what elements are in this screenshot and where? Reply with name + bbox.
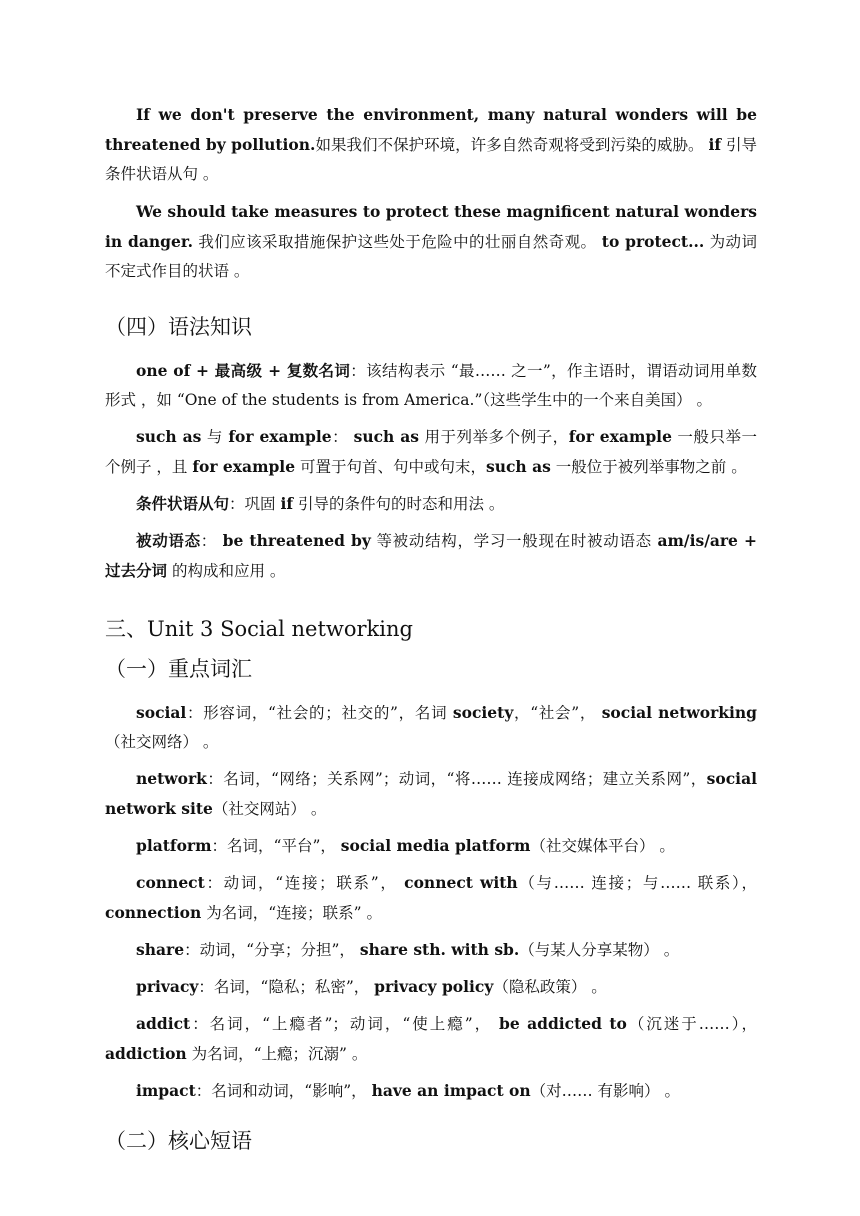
colon: ： (229, 495, 245, 513)
vocab-term: social networking (601, 703, 757, 722)
grammar-text: 该结构表示 “最…… 之一”，作主语时，谓语动词用单数形式 ，如 “One of the students is from America.”（这些学生中的一个来自美国） 。 (105, 362, 757, 409)
vocab-text: （与…… 连接；与…… 联系）， (517, 874, 757, 892)
vocab-word: privacy (136, 977, 199, 996)
vocab-word: connect (136, 873, 205, 892)
grammar-term: for example (228, 427, 332, 446)
grammar-item (105, 356, 757, 415)
vocab-term: social media platform (340, 836, 531, 855)
vocab-heading: （一）重点词汇 (105, 657, 252, 681)
grammar-term: such as (136, 427, 202, 446)
colon: ： (200, 532, 223, 550)
sentence-note: 引导条件状语从句 。 (105, 136, 757, 183)
grammar-term: such as (486, 457, 551, 476)
sentence-key: to protect... (601, 232, 705, 251)
grammar-term: one of + 最高级 + 复数名词 (136, 361, 351, 380)
grammar-term: am/is/are + 过去分词 (105, 531, 758, 580)
vocab-text: ：动词，“连接；联系”， (204, 874, 405, 892)
vocab-text: （隐私政策） 。 (493, 978, 607, 996)
sentence-en: We should take measures to protect these magnificent natural wonders in danger. (105, 202, 757, 251)
document-page (105, 100, 757, 1170)
vocab-text: （社交网络） 。 (105, 733, 219, 751)
example-sentence-2 (105, 197, 757, 286)
sentence-zh: 我们应该采取措施保护这些处于危险中的壮丽自然奇观。 (198, 233, 597, 251)
vocab-text: ：名词，“隐私；私密”， (198, 978, 375, 996)
vocab-item (105, 764, 757, 824)
grammar-item (105, 526, 757, 586)
colon: ： (350, 362, 367, 380)
vocab-word: social (136, 703, 187, 722)
grammar-item (105, 422, 757, 482)
sentence-key: if (708, 135, 721, 154)
unit-title: 三、Unit 3 Social networking (105, 617, 413, 641)
vocab-text: ：名词，“上瘾者”；动词，“使上瘾”， (190, 1015, 499, 1033)
grammar-text: 引导的条件句的时态和用法 。 (293, 495, 505, 513)
vocab-text: （与某人分享某物） 。 (519, 941, 680, 959)
grammar-term: if (280, 494, 294, 513)
grammar-term: 被动语态 (136, 531, 201, 550)
grammar-text: 巩固 (244, 495, 281, 513)
vocab-word: addict (136, 1014, 191, 1033)
sentence-en: If we don't preserve the environment, many natural wonders will be threatened by pollution. (105, 105, 757, 154)
grammar-term: be threatened by (222, 531, 371, 550)
vocab-word: network (136, 769, 207, 788)
vocab-word: share (136, 940, 185, 959)
vocab-text: （对…… 有影响） 。 (530, 1082, 680, 1100)
vocab-term: social network site (105, 769, 757, 818)
vocab-text: ：名词，“平台”， (211, 837, 341, 855)
vocab-item (105, 868, 757, 928)
vocab-term: be addicted to (499, 1014, 627, 1033)
vocab-item (105, 1009, 757, 1069)
vocab-term: share sth. with sb. (359, 940, 520, 959)
grammar-text: 用于列举多个例子， (419, 428, 569, 446)
grammar-text: 的构成和应用 。 (167, 562, 286, 580)
vocab-item (105, 972, 757, 1002)
vocab-item (105, 1076, 757, 1106)
grammar-text: 一般只举一个例子 ，且 (105, 428, 757, 476)
vocab-term: connect with (404, 873, 518, 892)
grammar-term: for example (192, 457, 296, 476)
grammar-text: 等被动结构，学习一般现在时被动语态 (370, 532, 658, 550)
vocab-text: 为名词，“上瘾；沉溺” 。 (186, 1045, 368, 1063)
sentence-note: 为动词不定式作目的状语 。 (105, 233, 757, 280)
vocab-term: privacy policy (374, 977, 494, 996)
colon: ： (331, 428, 354, 446)
vocab-item (105, 831, 757, 861)
vocab-text: ：名词和动词，“影响”， (195, 1082, 372, 1100)
example-sentence-1 (105, 100, 757, 189)
vocab-item (105, 698, 757, 757)
vocab-text: ：形容词，“社会的；社交的”，名词 (186, 704, 453, 722)
grammar-text: 可置于句首、句中或句末， (295, 458, 486, 476)
vocab-text: （沉迷于……）， (626, 1015, 757, 1033)
vocab-text: 为名词，“连接；联系” 。 (201, 904, 382, 922)
grammar-text: 与 (201, 428, 229, 446)
vocab-text: （社交网站） 。 (212, 800, 327, 818)
grammar-term: such as (353, 427, 419, 446)
vocab-word: impact (136, 1081, 196, 1100)
vocab-term: society (452, 703, 514, 722)
grammar-term: 条件状语从句 (136, 494, 230, 513)
vocab-text: ：动词，“分享；分担”， (184, 941, 360, 959)
grammar-text: 一般位于被列举事物之前 。 (550, 458, 747, 476)
vocab-term: addiction (105, 1044, 187, 1063)
grammar-term: for example (568, 427, 672, 446)
vocab-text: ，“社会”， (513, 704, 602, 722)
vocab-word: platform (136, 836, 212, 855)
phrase-heading: （二）核心短语 (105, 1129, 252, 1153)
vocab-term: connection (105, 903, 202, 922)
vocab-term: have an impact on (371, 1081, 531, 1100)
vocab-item (105, 935, 757, 965)
vocab-text: （社交媒体平台） 。 (530, 837, 675, 855)
sentence-zh: 如果我们不保护环境，许多自然奇观将受到污染的威胁。 (315, 136, 704, 154)
grammar-heading: （四）语法知识 (105, 315, 252, 339)
vocab-text: ：名词，“网络；关系网”；动词，“将…… 连接成网络；建立关系网”， (206, 770, 707, 788)
grammar-item (105, 489, 757, 519)
